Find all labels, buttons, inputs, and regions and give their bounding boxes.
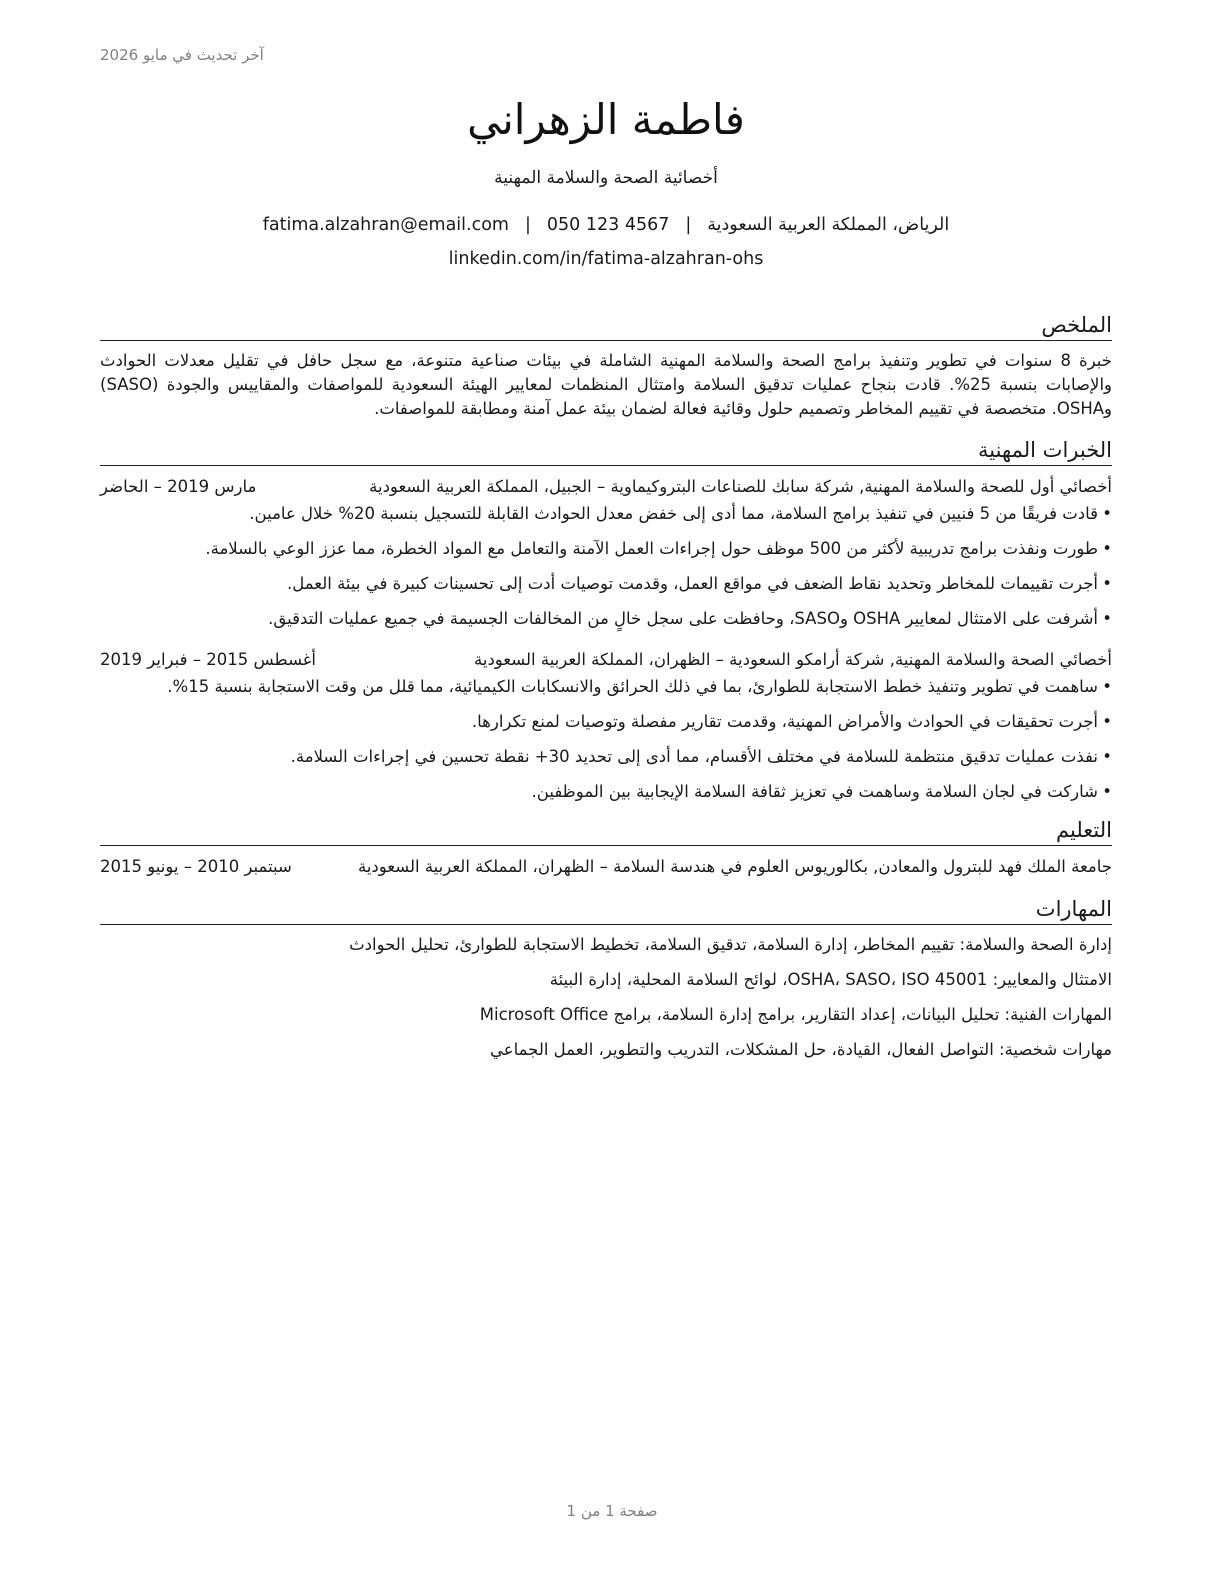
separator: | <box>524 215 531 235</box>
resume-body <box>100 310 1112 1073</box>
job-entry <box>100 647 1112 804</box>
location-text: الرياض، المملكة العربية السعودية <box>707 215 950 235</box>
list-item: • أجرت تحقيقات في الحوادث والأمراض المهنية، وقدمت تقارير مفصلة وتوصيات لمنع تكرارها. <box>100 710 1112 734</box>
skills-list <box>100 933 1112 1062</box>
job-header <box>100 474 1112 500</box>
page-number: صفحة 1 من 1 <box>566 1502 658 1520</box>
email-link[interactable]: fatima.alzahran@email.com <box>262 215 509 235</box>
list-item: • شاركت في لجان السلامة وساهمت في تعزيز ثقافة السلامة الإيجابية بين الموظفين. <box>100 780 1112 804</box>
skill-line: المهارات الفنية: تحليل البيانات، إعداد التقارير، برامج إدارة السلامة، برامج Microsoft Office <box>479 1005 1112 1024</box>
contact-line <box>100 208 1112 242</box>
job-dates: أغسطس 2015 – فبراير 2019 <box>100 650 316 669</box>
list-item: • ساهمت في تطوير وتنفيذ خطط الاستجابة للطوارئ، بما في ذلك الحرائق والانسكابات الكيميائية، مما قلل من وقت الاستجابة بنسبة 15%. <box>100 675 1112 699</box>
job-heading: أخصائي الصحة والسلامة المهنية, شركة أرامكو السعودية – الظهران، المملكة العربية السعودية <box>474 650 1112 669</box>
separator: | <box>685 215 692 235</box>
job-dates: مارس 2019 – الحاضر <box>100 477 257 496</box>
resume-header <box>100 92 1112 276</box>
last-updated-note: آخر تحديث في مايو 2026 <box>100 46 264 64</box>
phone-number: 050 123 4567 <box>546 215 670 235</box>
list-item: • قادت فريقًا من 5 فنيين في تنفيذ برامج السلامة، مما أدى إلى خفض معدل الحوادث القابلة للتسجيل بنسبة 20% خلال عامين. <box>100 502 1112 526</box>
list-item: • أشرفت على الامتثال لمعايير OSHA وSASO، وحافظت على سجل خالٍ من المخالفات الجسيمة في جميع عمليات التدقيق. <box>100 607 1112 631</box>
job-entry <box>100 474 1112 631</box>
person-name: فاطمة الزهراني <box>467 95 745 144</box>
summary-text: خبرة 8 سنوات في تطوير وتنفيذ برامج الصحة والسلامة المهنية الشاملة في بيئات صناعية متنوعة، مع سجل حافل في تقليل معدلات الحوادث والإصابات بنسبة 25%. قادت بنجاح عمليات تدقيق السلامة وامتثال المنظمات لمعايير الهيئة السعودية للمواصفات والمقاييس والجودة (SASO) وOSHA. متخصصة في تقييم المخاطر وتصميم حلول وقائية فعالة لضمان بيئة عمل آمنة ومطابقة للمواصفات. <box>100 351 1112 418</box>
experience-heading: الخبرات المهنية <box>100 435 1112 466</box>
linkedin-link[interactable]: linkedin.com/in/fatima-alzahran-ohs <box>448 249 764 269</box>
job-title: أخصائية الصحة والسلامة المهنية <box>494 168 718 188</box>
list-item: • أجرت تقييمات للمخاطر وتحديد نقاط الضعف في مواقع العمل، وقدمت توصيات أدت إلى تحسينات كبيرة في بيئة العمل. <box>100 572 1112 596</box>
job-bullets <box>100 675 1112 804</box>
skill-line: مهارات شخصية: التواصل الفعال، القيادة، حل المشكلات، التدريب والتطوير، العمل الجماعي <box>490 1040 1112 1059</box>
education-heading: التعليم <box>100 815 1112 846</box>
education-entry <box>100 854 1112 880</box>
skill-line: الامتثال والمعايير: OSHA، SASO، ISO 45001، لوائح السلامة المحلية، إدارة البيئة <box>549 970 1112 989</box>
list-item: • طورت ونفذت برامج تدريبية لأكثر من 500 موظف حول إجراءات العمل الآمنة والتعامل مع المواد الخطرة، مما عزز الوعي بالسلامة. <box>100 537 1112 561</box>
skills-heading: المهارات <box>100 894 1112 925</box>
list-item: • نفذت عمليات تدقيق منتظمة للسلامة في مختلف الأقسام، مما أدى إلى تحديد 30+ نقطة تحسين في إجراءات السلامة. <box>100 745 1112 769</box>
education-heading-text: جامعة الملك فهد للبترول والمعادن, بكالوريوس العلوم في هندسة السلامة – الظهران، المملكة العربية السعودية <box>357 857 1112 876</box>
job-bullets <box>100 502 1112 631</box>
education-dates: سبتمبر 2010 – يونيو 2015 <box>100 857 292 876</box>
summary-heading: الملخص <box>100 310 1112 341</box>
contact-info <box>100 208 1112 276</box>
job-header <box>100 647 1112 673</box>
skill-line: إدارة الصحة والسلامة: تقييم المخاطر، إدارة السلامة، تدقيق السلامة، تخطيط الاستجابة للطوارئ، تحليل الحوادث <box>349 935 1112 954</box>
job-heading: أخصائي أول للصحة والسلامة المهنية, شركة سابك للصناعات البتروكيماوية – الجبيل، المملكة العربية السعودية <box>369 477 1112 496</box>
